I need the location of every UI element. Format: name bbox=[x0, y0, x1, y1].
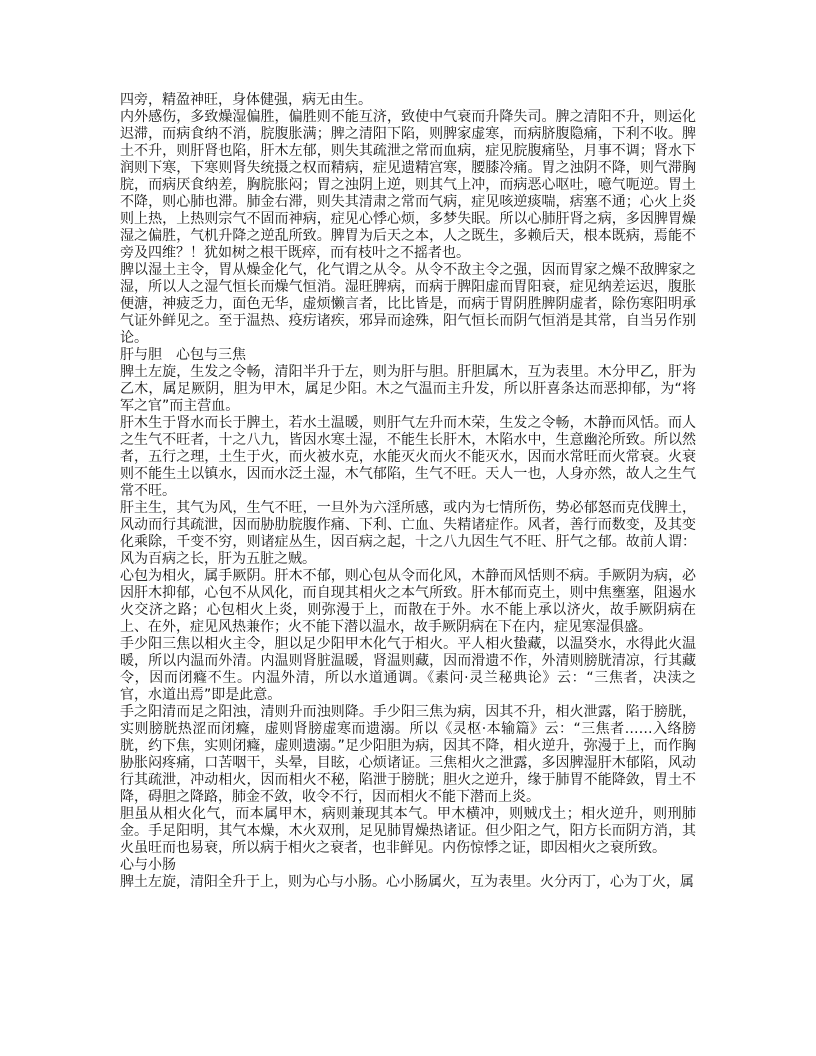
body-paragraph: 心包为相火，属手厥阴。肝木不郁，则心包从令而化风，木静而风恬则不病。手厥阴为病，必因肝木抑郁，心包不从风化，而自现其相火之本气所致。肝木郁而克土，则中焦壅塞，阻遏水火交济之路；心包相火上炎，则弥漫于上，而散在于外。水不能上承以济火，故手厥阴病在上、在外，症见风热兼作；火不能下潜以温水，故手厥阴病在下在内，症见寒湿俱盛。 bbox=[120, 568, 696, 635]
section-heading: 心与小肠 bbox=[120, 857, 176, 873]
body-paragraph: 手少阳三焦以相火主令，胆以足少阳甲木化气于相火。平人相火蛰藏，以温癸水，水得此火温暖，所以内温而外清。内温则肾脏温暖，肾温则藏，因而滑遗不作，外清则膀胱清凉，行其藏令，因而闭癃不生。内温外清，所以水道通调。《素问·灵兰秘典论》云：“三焦者，决渎之官，水道出焉”即是此意。 bbox=[120, 636, 696, 703]
section-heading: 肝与胆 心包与三焦 bbox=[120, 347, 246, 363]
body-paragraph: 肝木生于肾水而长于脾土，若水土温暖，则肝气左升而木荣，生发之令畅，木静而风恬。而人之生气不旺者，十之八九，皆因水寒土湿，不能生长肝木，木陷水中，生意幽沦所致。所以然者，五行之理，土生于火，而火被水克，水能灭火而火不能灭水，因而水常旺而火常衰。火衰则不能生土以镇水，因而水泛土湿，木气郁陷，生气不旺。天人一也，人身亦然，故人之生气常不旺。 bbox=[120, 415, 696, 499]
text-content bbox=[120, 92, 696, 891]
body-paragraph: 手之阳清而足之阳浊，清则升而浊则降。手少阳三焦为病，因其不升，相火泄露，陷于膀胱，实则膀胱热涩而闭癃，虚则肾膀虚寒而遗溺。所以《灵枢·本输篇》云：“三焦者……入络膀胱，约下焦，实则闭癃，虚则遗溺。”足少阳胆为病，因其不降，相火逆升，弥漫于上，而作胸胁胀闷疼痛，口苦咽干，头晕，目眩，心烦诸证。三焦相火之泄露，多因脾湿肝木郁陷，风动行其疏泄，冲动相火，因而相火不秘，陷泄于膀胱；胆火之逆升，缘于肺胃不能降敛，胃土不降，碍胆之降路，肺金不敛，收令不行，因而相火不能下潜而上炎。 bbox=[120, 704, 696, 805]
body-paragraph: 四旁，精盈神旺，身体健强，病无由生。 bbox=[120, 92, 372, 108]
body-paragraph: 脾以湿土主令，胃从燥金化气，化气谓之从令。从令不敌主令之强，因而胃家之燥不敌脾家之湿，所以人之湿气恒长而燥气恒消。湿旺脾病，而病于脾阳虚而胃阳衰，症见纳差运迟，腹胀便溏，神疲乏力，面色无华，虚烦懒言者，比比皆是，而病于胃阴胜脾阴虚者，除伤寒阳明承气证外鲜见之。至于温热、疫疠诸疾，邪异而途殊，阳气恒长而阴气恒消是其常，自当另作别论。 bbox=[120, 262, 696, 346]
body-paragraph: 脾土左旋，生发之令畅，清阳半升于左，则为肝与胆。肝胆属木，互为表里。木分甲乙，肝为乙木，属足厥阴，胆为甲木，属足少阳。木之气温而主升发，所以肝喜条达而恶抑郁，为“将军之官”而主营血。 bbox=[120, 364, 696, 414]
body-paragraph: 肝主生，其气为风，生气不旺，一旦外为六淫所感，或内为七情所伤，势必郁怒而克伐脾土，风动而行其疏泄，因而胁肋脘腹作痛、下利、亡血、失精诸症作。风者，善行而数变，及其变化乘除，千变不穷，则诸症丛生，因百病之起，十之八九因生气不旺、肝气之郁。故前人谓：风为百病之长，肝为五脏之贼。 bbox=[120, 500, 696, 567]
body-paragraph: 胆虽从相火化气，而本属甲木，病则兼现其本气。甲木横冲，则贼戊土；相火逆升，则刑肺金。手足阳明，其气本燥，木火双刑，足见肺胃燥热诸证。但少阳之气，阳方长而阴方消，其火虽旺而也易衰，所以病于相火之衰者，也非鲜见。内伤惊悸之证，即因相火之衰所致。 bbox=[120, 806, 696, 856]
body-paragraph: 脾土左旋，清阳全升于上，则为心与小肠。心小肠属火，互为表里。火分丙丁，心为丁火，属 bbox=[120, 874, 694, 890]
body-paragraph: 内外感伤，多致燥湿偏胜，偏胜则不能互济，致使中气衰而升降失司。脾之清阳不升，则运化迟滞，而病食纳不消，脘腹胀满；脾之清阳下陷，则脾家虚寒，而病脐腹隐痛，下利不收。脾土不升，则肝肾也陷，肝木左郁，则失其疏泄之常而血病，症见脘腹痛坠，月事不调；肾水下润则下寒，下寒则肾失统摄之权而精病，症见遗精宫寒，腰膝冷痛。胃之浊阴不降，则气滞胸脘，而病厌食纳差，胸脘胀闷；胃之浊阴上逆，则其气上冲，而病恶心呕吐，噫气呃逆。胃土不降，则心肺也滞。肺金右滞，则失其清肃之常而气病，症见咳逆痰喘，痞塞不通；心火上炎则上热，上热则宗气不固而神病，症见心悸心烦，多梦失眠。所以心肺肝肾之病，多因脾胃燥湿之偏胜，气机升降之逆乱所致。脾胃为后天之本，人之既生，多赖后天，根本既病，焉能不旁及四维？！犹如树之根干既瘁，而有枝叶之不摇者也。 bbox=[120, 109, 696, 261]
